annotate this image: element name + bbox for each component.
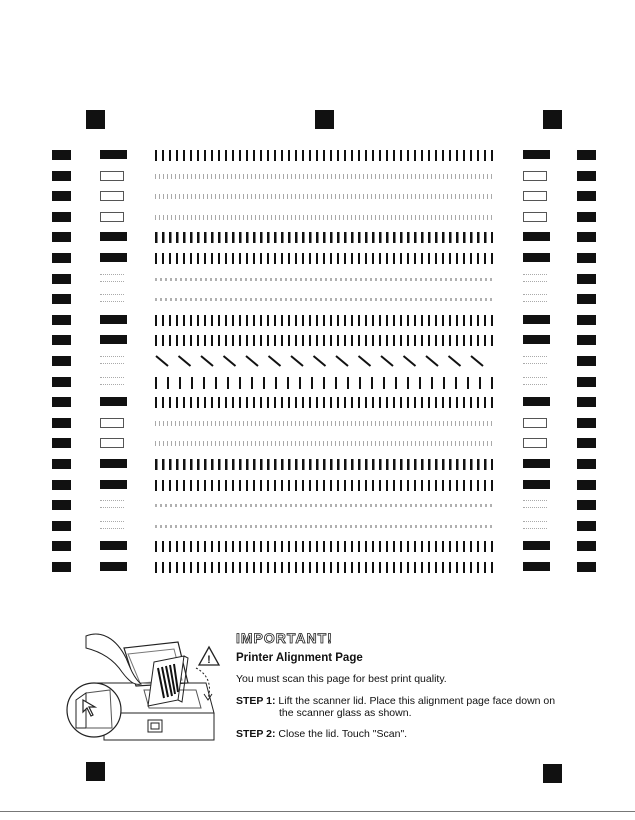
svg-text:!: ! [207, 654, 211, 666]
edge-mark-left [52, 232, 71, 242]
edge-mark-right [577, 232, 596, 242]
alignment-stripe [155, 377, 493, 389]
row-marker-left [100, 356, 124, 364]
alignment-stripe [155, 421, 493, 426]
edge-mark-right [577, 356, 596, 366]
important-label: IMPORTANT! [236, 630, 333, 646]
warning-icon [197, 645, 221, 667]
row-marker-left [100, 294, 124, 302]
edge-mark-left [52, 315, 71, 325]
edge-mark-left [52, 171, 71, 181]
row-marker-left [100, 212, 124, 222]
edge-mark-right [577, 418, 596, 428]
edge-mark-right [577, 191, 596, 201]
row-marker-right [523, 397, 550, 406]
row-marker-right [523, 377, 547, 385]
alignment-stripe [155, 441, 493, 446]
edge-mark-right [577, 459, 596, 469]
alignment-stripe [155, 480, 493, 491]
edge-mark-right [577, 521, 596, 531]
row-marker-right [523, 315, 550, 324]
row-marker-left [100, 521, 124, 529]
edge-mark-left [52, 356, 71, 366]
alignment-stripe [155, 174, 493, 179]
edge-mark-left [52, 521, 71, 531]
row-marker-left [100, 418, 124, 428]
step-1-text: Lift the scanner lid. Place this alignment page face down on [278, 695, 556, 707]
edge-mark-left [52, 500, 71, 510]
alignment-stripe [155, 335, 493, 346]
row-marker-right [523, 232, 550, 241]
edge-mark-left [52, 274, 71, 284]
edge-mark-left [52, 459, 71, 469]
fiducial-top-right [543, 110, 562, 129]
step-1-label: STEP 1: [236, 695, 276, 707]
alignment-stripe [155, 397, 493, 408]
alignment-stripe [155, 215, 493, 220]
edge-mark-left [52, 335, 71, 345]
alignment-stripe [155, 525, 493, 528]
alignment-stripe [155, 278, 493, 281]
step-2-text: Close the lid. Touch "Scan". [278, 728, 408, 740]
edge-mark-right [577, 212, 596, 222]
row-marker-right [523, 418, 547, 428]
row-marker-right [523, 480, 550, 489]
edge-mark-right [577, 562, 596, 572]
arrow-cursor-icon [80, 697, 102, 719]
alignment-stripe [155, 194, 493, 199]
fiducial-top-left [86, 110, 105, 129]
edge-mark-right [577, 315, 596, 325]
row-marker-left [100, 253, 127, 262]
row-marker-right [523, 191, 547, 201]
alignment-stripe [155, 459, 493, 470]
edge-mark-left [52, 191, 71, 201]
edge-mark-right [577, 397, 596, 407]
alignment-stripe [155, 315, 493, 326]
fiducial-bottom-left [86, 762, 105, 781]
edge-mark-right [577, 377, 596, 387]
row-marker-left [100, 274, 124, 282]
row-marker-right [523, 562, 550, 571]
row-marker-right [523, 335, 550, 344]
step-1-text-cont: the scanner glass as shown. [279, 707, 412, 719]
row-marker-right [523, 500, 547, 508]
row-marker-left [100, 335, 127, 344]
row-marker-right [523, 356, 547, 364]
edge-mark-left [52, 150, 71, 160]
alignment-stripe [155, 150, 493, 161]
edge-mark-left [52, 294, 71, 304]
edge-mark-right [577, 500, 596, 510]
row-marker-right [523, 171, 547, 181]
row-marker-right [523, 294, 547, 302]
edge-mark-right [577, 274, 596, 284]
edge-mark-left [52, 418, 71, 428]
row-marker-right [523, 438, 547, 448]
alignment-stripe [155, 253, 493, 264]
alignment-stripe [155, 232, 493, 243]
row-marker-left [100, 438, 124, 448]
fiducial-top-center [315, 110, 334, 129]
step-2 [236, 728, 566, 740]
edge-mark-right [577, 541, 596, 551]
row-marker-left [100, 171, 124, 181]
page-title: Printer Alignment Page [236, 652, 363, 664]
edge-mark-left [52, 253, 71, 263]
alignment-stripe [155, 298, 493, 301]
edge-mark-left [52, 212, 71, 222]
row-marker-left [100, 562, 127, 571]
row-marker-left [100, 315, 127, 324]
row-marker-right [523, 541, 550, 550]
edge-mark-right [577, 335, 596, 345]
alignment-stripe [155, 562, 493, 573]
alignment-stripe [155, 541, 493, 552]
edge-mark-left [52, 541, 71, 551]
row-marker-left [100, 191, 124, 201]
row-marker-left [100, 397, 127, 406]
row-marker-right [523, 274, 547, 282]
intro-text: You must scan this page for best print quality. [236, 673, 447, 685]
row-marker-right [523, 521, 547, 529]
row-marker-left [100, 500, 124, 508]
edge-mark-left [52, 377, 71, 387]
fiducial-bottom-right [543, 764, 562, 783]
edge-mark-left [52, 480, 71, 490]
edge-mark-right [577, 438, 596, 448]
row-marker-left [100, 480, 127, 489]
edge-mark-right [577, 150, 596, 160]
row-marker-left [100, 232, 127, 241]
edge-mark-left [52, 562, 71, 572]
alignment-stripe [155, 504, 493, 507]
edge-mark-right [577, 171, 596, 181]
row-marker-left [100, 150, 127, 159]
edge-mark-right [577, 253, 596, 263]
edge-mark-left [52, 438, 71, 448]
edge-mark-left [52, 397, 71, 407]
row-marker-right [523, 459, 550, 468]
row-marker-right [523, 150, 550, 159]
edge-mark-right [577, 294, 596, 304]
edge-mark-right [577, 480, 596, 490]
step-2-label: STEP 2: [236, 728, 276, 740]
diagonal-stripe [152, 354, 492, 368]
row-marker-left [100, 541, 127, 550]
row-marker-right [523, 212, 547, 222]
step-1 [236, 695, 566, 719]
row-marker-left [100, 459, 127, 468]
bottom-rule [0, 811, 635, 812]
row-marker-left [100, 377, 124, 385]
row-marker-right [523, 253, 550, 262]
